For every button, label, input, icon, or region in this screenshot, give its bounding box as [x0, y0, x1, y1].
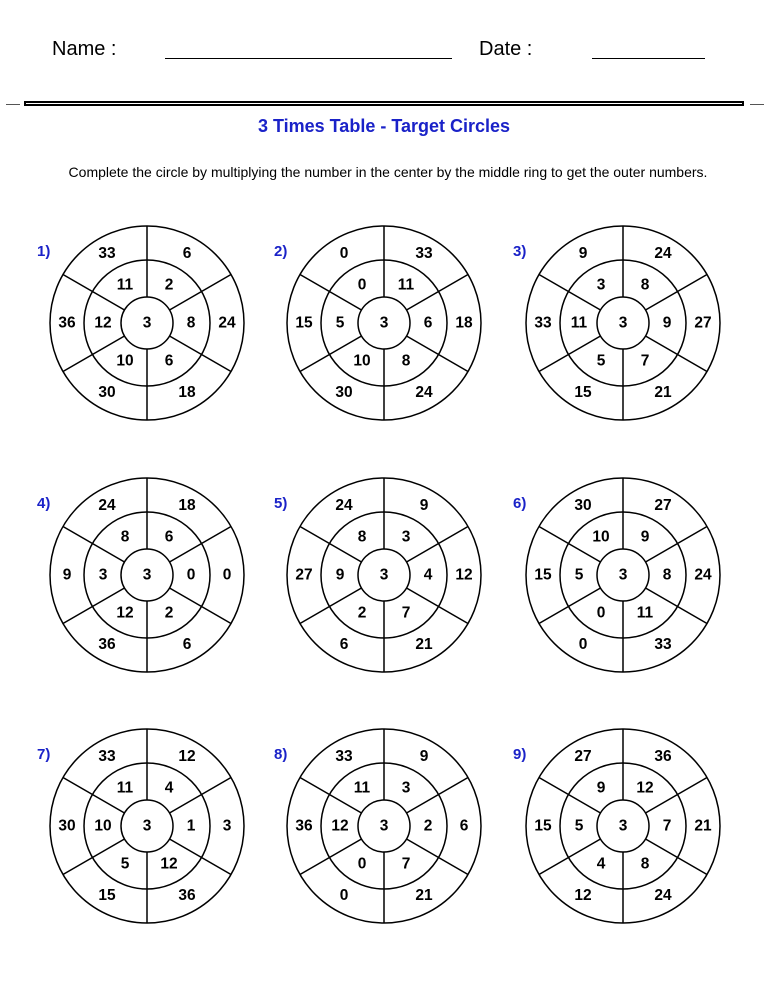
middle-ring-number: 3 [401, 528, 411, 546]
center-number: 3 [618, 314, 628, 332]
sector-divider [300, 778, 361, 814]
outer-ring-number: 0 [339, 886, 349, 904]
outer-ring-number: 27 [694, 314, 712, 332]
center-number: 3 [618, 817, 628, 835]
middle-ring-number: 11 [636, 604, 654, 622]
middle-ring-number: 9 [335, 566, 345, 584]
middle-ring-number: 4 [423, 566, 433, 584]
outer-ring-number: 27 [295, 566, 313, 584]
outer-ring-number: 33 [98, 748, 116, 766]
middle-ring-number: 4 [164, 779, 174, 797]
problem-number-label: 5) [274, 495, 288, 512]
problem-number-label: 8) [274, 746, 288, 763]
sector-divider [407, 275, 468, 311]
middle-ring-number: 9 [596, 779, 606, 797]
outer-ring-number: 36 [178, 886, 196, 904]
sector-divider [646, 839, 707, 875]
outer-ring-number: 0 [578, 635, 588, 653]
sector-divider [539, 778, 600, 814]
middle-ring-number: 1 [186, 817, 196, 835]
date-label: Date : [479, 38, 533, 60]
problem-number-label: 7) [37, 746, 51, 763]
outer-ring-number: 24 [335, 497, 353, 515]
sector-divider [300, 588, 361, 624]
target-circle [513, 465, 733, 685]
outer-ring-number: 15 [574, 383, 592, 401]
outer-ring-number: 12 [178, 748, 196, 766]
middle-ring-number: 5 [120, 855, 130, 873]
sector-divider [646, 336, 707, 372]
sector-divider [170, 275, 231, 311]
middle-ring-number: 7 [401, 855, 411, 873]
outer-ring-number: 6 [459, 817, 469, 835]
sector-divider [63, 527, 124, 563]
outer-ring-number: 36 [654, 748, 672, 766]
target-circle [37, 213, 257, 433]
outer-ring-number: 30 [98, 383, 116, 401]
sector-divider [63, 275, 124, 311]
problem-number-label: 9) [513, 746, 527, 763]
sector-divider [170, 336, 231, 372]
middle-ring-number: 7 [401, 604, 411, 622]
middle-ring-number: 6 [164, 528, 174, 546]
middle-ring-number: 9 [662, 314, 672, 332]
sector-divider [407, 778, 468, 814]
middle-ring-number: 10 [94, 817, 112, 835]
outer-ring-number: 24 [415, 383, 433, 401]
outer-ring-number: 27 [574, 748, 592, 766]
target-circle [513, 213, 733, 433]
outer-ring-number: 36 [295, 817, 313, 835]
middle-ring-number: 5 [574, 817, 584, 835]
date-write-line[interactable] [592, 58, 705, 59]
sector-divider [539, 275, 600, 311]
outer-ring-number: 33 [335, 748, 353, 766]
outer-ring-number: 6 [182, 635, 192, 653]
middle-ring-number: 12 [636, 779, 654, 797]
sector-divider [407, 527, 468, 563]
header-divider [24, 101, 744, 106]
outer-ring-number: 12 [455, 566, 473, 584]
problem-number-label: 6) [513, 495, 527, 512]
outer-ring-number: 15 [534, 566, 552, 584]
middle-ring-number: 6 [164, 352, 174, 370]
center-number: 3 [379, 817, 389, 835]
outer-ring-number: 15 [534, 817, 552, 835]
middle-ring-number: 8 [401, 352, 411, 370]
outer-ring-number: 36 [58, 314, 76, 332]
divider-left-stub [6, 104, 20, 105]
center-number: 3 [379, 314, 389, 332]
middle-ring-number: 11 [397, 276, 415, 294]
sector-divider [63, 839, 124, 875]
sector-divider [539, 336, 600, 372]
middle-ring-number: 10 [116, 352, 134, 370]
sector-divider [63, 336, 124, 372]
outer-ring-number: 18 [178, 383, 196, 401]
outer-ring-number: 21 [654, 383, 672, 401]
middle-ring-number: 11 [570, 314, 588, 332]
outer-ring-number: 18 [455, 314, 473, 332]
middle-ring-number: 8 [357, 528, 367, 546]
middle-ring-number: 8 [640, 276, 650, 294]
name-label: Name : [52, 38, 117, 60]
outer-ring-number: 33 [98, 245, 116, 263]
outer-ring-number: 6 [339, 635, 349, 653]
middle-ring-number: 11 [116, 779, 134, 797]
middle-ring-number: 8 [662, 566, 672, 584]
outer-ring-number: 3 [222, 817, 232, 835]
middle-ring-number: 5 [574, 566, 584, 584]
middle-ring-number: 2 [164, 604, 174, 622]
sector-divider [63, 588, 124, 624]
middle-ring-number: 12 [116, 604, 134, 622]
problem-number-label: 2) [274, 243, 288, 260]
problem-number-label: 3) [513, 243, 527, 260]
outer-ring-number: 30 [58, 817, 76, 835]
middle-ring-number: 11 [116, 276, 134, 294]
sector-divider [170, 527, 231, 563]
sector-divider [300, 275, 361, 311]
outer-ring-number: 27 [654, 497, 672, 515]
middle-ring-number: 11 [353, 779, 371, 797]
outer-ring-number: 36 [98, 635, 116, 653]
outer-ring-number: 24 [694, 566, 712, 584]
sector-divider [646, 588, 707, 624]
middle-ring-number: 0 [596, 604, 606, 622]
outer-ring-number: 9 [419, 748, 429, 766]
middle-ring-number: 2 [423, 817, 433, 835]
sector-divider [63, 778, 124, 814]
target-circle [274, 213, 494, 433]
outer-ring-number: 12 [574, 886, 592, 904]
outer-ring-number: 18 [178, 497, 196, 515]
problem-number-label: 4) [37, 495, 51, 512]
middle-ring-number: 12 [94, 314, 112, 332]
sector-divider [539, 839, 600, 875]
instructions-text: Complete the circle by multiplying the number in the center by the middle ring to get the outer numbers. [68, 164, 708, 180]
sector-divider [300, 839, 361, 875]
outer-ring-number: 9 [578, 245, 588, 263]
target-circle [274, 716, 494, 936]
middle-ring-number: 0 [186, 566, 196, 584]
target-circle [274, 465, 494, 685]
sector-divider [539, 527, 600, 563]
outer-ring-number: 21 [694, 817, 712, 835]
middle-ring-number: 10 [353, 352, 371, 370]
sector-divider [170, 588, 231, 624]
sector-divider [170, 839, 231, 875]
middle-ring-number: 8 [186, 314, 196, 332]
center-number: 3 [142, 566, 152, 584]
outer-ring-number: 0 [222, 566, 232, 584]
sector-divider [300, 527, 361, 563]
center-number: 3 [142, 817, 152, 835]
middle-ring-number: 3 [596, 276, 606, 294]
middle-ring-number: 9 [640, 528, 650, 546]
outer-ring-number: 30 [335, 383, 353, 401]
sector-divider [407, 336, 468, 372]
sector-divider [539, 588, 600, 624]
outer-ring-number: 15 [295, 314, 313, 332]
middle-ring-number: 6 [423, 314, 433, 332]
problem-number-label: 1) [37, 243, 51, 260]
outer-ring-number: 9 [62, 566, 72, 584]
outer-ring-number: 33 [654, 635, 672, 653]
outer-ring-number: 24 [654, 245, 672, 263]
middle-ring-number: 2 [164, 276, 174, 294]
outer-ring-number: 9 [419, 497, 429, 515]
middle-ring-number: 0 [357, 276, 367, 294]
middle-ring-number: 7 [662, 817, 672, 835]
sector-divider [646, 275, 707, 311]
middle-ring-number: 3 [98, 566, 108, 584]
sector-divider [407, 588, 468, 624]
middle-ring-number: 8 [120, 528, 130, 546]
outer-ring-number: 6 [182, 245, 192, 263]
middle-ring-number: 2 [357, 604, 367, 622]
outer-ring-number: 30 [574, 497, 592, 515]
center-number: 3 [618, 566, 628, 584]
target-circle [513, 716, 733, 936]
middle-ring-number: 12 [160, 855, 178, 873]
middle-ring-number: 12 [331, 817, 349, 835]
name-write-line[interactable] [165, 58, 452, 59]
outer-ring-number: 24 [98, 497, 116, 515]
target-circle [37, 716, 257, 936]
sector-divider [170, 778, 231, 814]
middle-ring-number: 5 [596, 352, 606, 370]
sector-divider [407, 839, 468, 875]
outer-ring-number: 24 [218, 314, 236, 332]
outer-ring-number: 24 [654, 886, 672, 904]
outer-ring-number: 0 [339, 245, 349, 263]
sector-divider [300, 336, 361, 372]
middle-ring-number: 8 [640, 855, 650, 873]
middle-ring-number: 10 [592, 528, 610, 546]
center-number: 3 [142, 314, 152, 332]
outer-ring-number: 15 [98, 886, 116, 904]
middle-ring-number: 0 [357, 855, 367, 873]
target-circle [37, 465, 257, 685]
divider-right-stub [750, 104, 764, 105]
outer-ring-number: 33 [415, 245, 433, 263]
middle-ring-number: 4 [596, 855, 606, 873]
center-number: 3 [379, 566, 389, 584]
outer-ring-number: 21 [415, 886, 433, 904]
middle-ring-number: 5 [335, 314, 345, 332]
middle-ring-number: 3 [401, 779, 411, 797]
middle-ring-number: 7 [640, 352, 650, 370]
sector-divider [646, 527, 707, 563]
outer-ring-number: 21 [415, 635, 433, 653]
sector-divider [646, 778, 707, 814]
outer-ring-number: 33 [534, 314, 552, 332]
page-title: 3 Times Table - Target Circles [257, 116, 511, 136]
